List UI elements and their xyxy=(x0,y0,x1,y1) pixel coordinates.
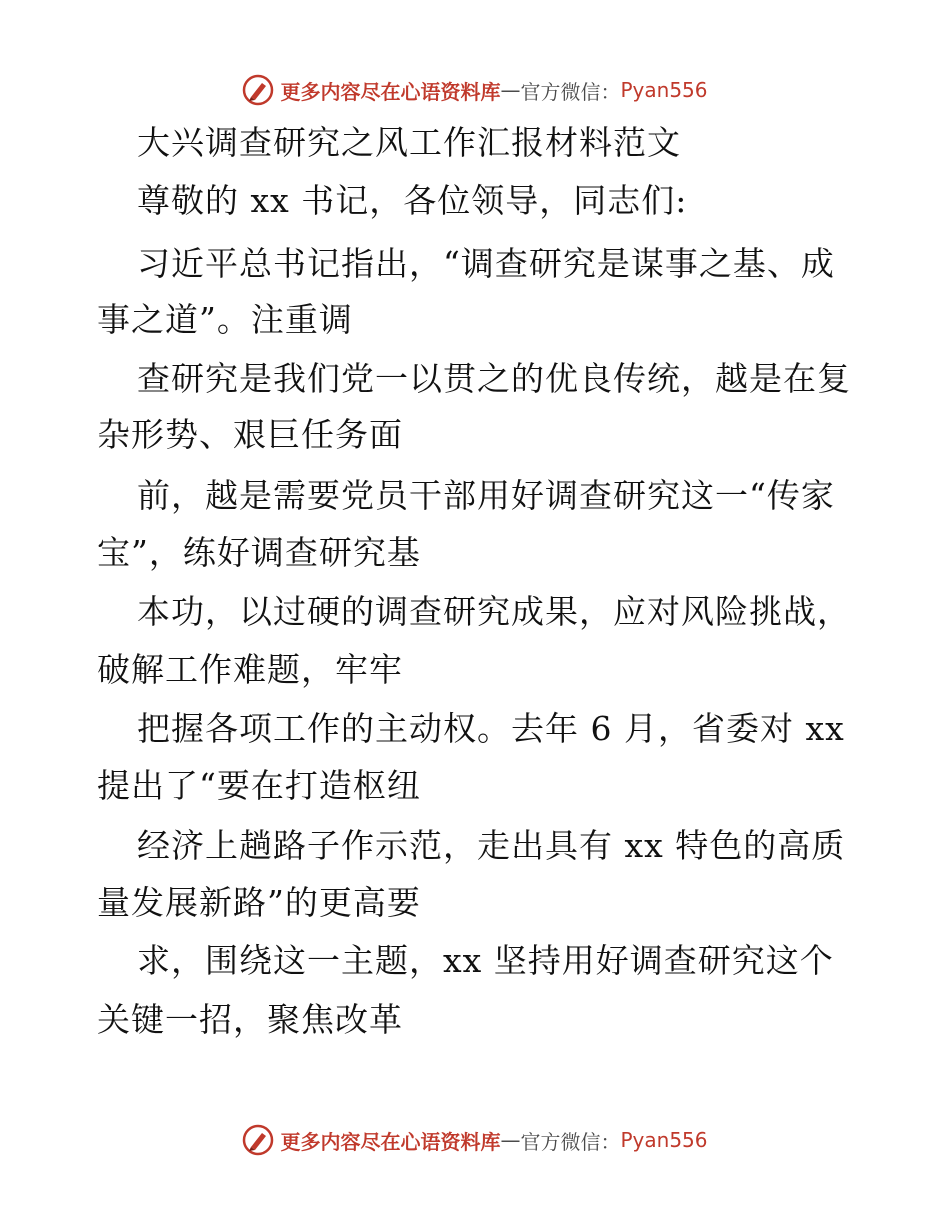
paragraph-line: 查研究是我们党一以贯之的优良传统，越是在复 xyxy=(137,359,851,398)
banner-brand-text: 更多内容尽在心语资料库 xyxy=(280,79,501,104)
pen-logo-icon xyxy=(242,74,274,106)
document-title: 大兴调查研究之风工作汇报材料范文 xyxy=(137,123,681,162)
banner-wechat-label: 官方微信： xyxy=(520,1129,621,1154)
paragraph-line: 破解工作难题，牢牢 xyxy=(97,650,403,689)
paragraph-line: 本功，以过硬的调查研究成果，应对风险挑战， xyxy=(137,592,851,631)
banner-wechat-id: Pyan556 xyxy=(620,78,708,102)
pen-logo-icon xyxy=(242,1124,274,1156)
footer-banner xyxy=(0,1120,950,1160)
paragraph-line: 求，围绕这一主题，xx 坚持用好调查研究这个 xyxy=(137,941,834,980)
paragraph-line: 习近平总书记指出，“调查研究是谋事之基、成 xyxy=(137,244,835,283)
paragraph-line: 经济上趟路子作示范，走出具有 xx 特色的高质 xyxy=(137,826,846,865)
paragraph-line: 前，越是需要党员干部用好调查研究这一“传家 xyxy=(137,476,835,515)
banner-brand-text: 更多内容尽在心语资料库 xyxy=(280,1129,501,1154)
header-banner xyxy=(0,70,950,110)
paragraph-line: 把握各项工作的主动权。去年 6 月，省委对 xx xyxy=(137,709,845,748)
paragraph-line: 宝”，练好调查研究基 xyxy=(97,533,421,572)
paragraph-line: 量发展新路”的更高要 xyxy=(97,883,421,922)
paragraph-line: 事之道”。注重调 xyxy=(97,300,353,339)
paragraph-line: 提出了“要在打造枢纽 xyxy=(97,766,421,805)
banner-dash: — xyxy=(500,1128,521,1152)
salutation-line: 尊敬的 xx 书记，各位领导，同志们: xyxy=(137,181,688,220)
paragraph-line: 关键一招，聚焦改革 xyxy=(97,1000,403,1039)
banner-wechat-id: Pyan556 xyxy=(620,1128,708,1152)
paragraph-line: 杂形势、艰巨任务面 xyxy=(97,415,403,454)
banner-wechat-label: 官方微信： xyxy=(520,79,621,104)
banner-dash: — xyxy=(500,78,521,102)
